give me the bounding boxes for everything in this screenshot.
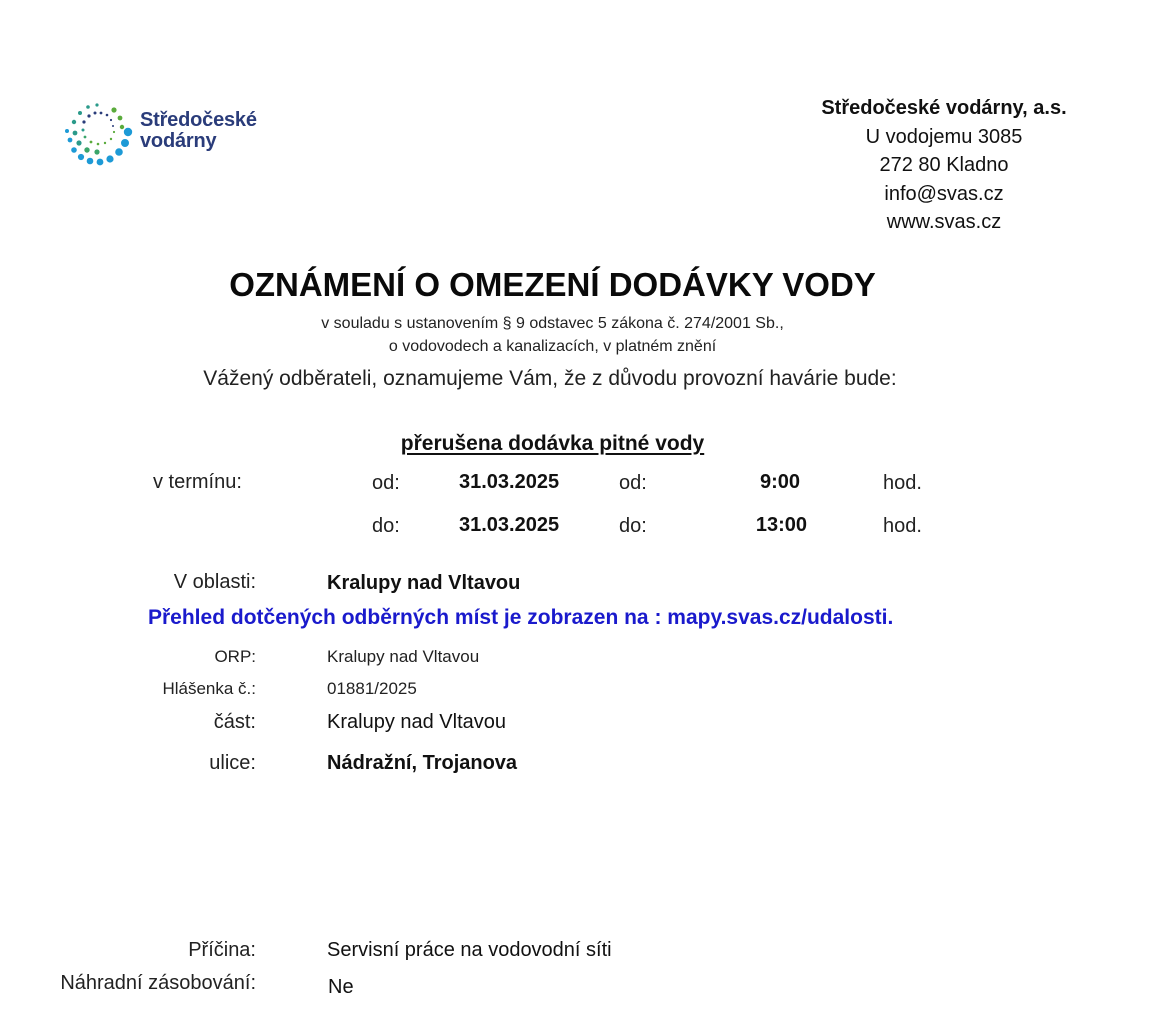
company-logo [62,100,262,168]
company-email[interactable]: info@svas.cz [884,182,1004,205]
company-website[interactable]: www.svas.cz [886,211,1002,233]
part-label: část: [213,711,256,733]
legal-reference-line-2: o vodovodech a kanalizacích, v platném znění [388,338,717,355]
cause-label: Příčina: [188,939,256,961]
orp-label: ORP: [214,647,256,666]
substitute-supply-label: Náhradní zásobování: [60,972,256,994]
date-from: 31.03.2025 [459,471,560,493]
company-city: 272 80 Kladno [879,154,1009,176]
dotted-circle-logo-icon [62,100,136,166]
greeting-text: Vážený odběrateli, oznamujeme Vám, že z důvodu provozní havárie bude: [203,367,897,390]
time-from-prefix: od: [619,472,647,494]
report-number-value: 01881/2025 [327,679,417,698]
time-to-prefix: do: [619,515,647,537]
orp-value: Kralupy nad Vltavou [327,647,480,666]
time-from-unit: hod. [883,472,922,494]
date-from-prefix: od: [372,472,400,494]
part-value: Kralupy nad Vltavou [327,711,507,733]
logo-wordmark [140,110,257,152]
time-from: 9:00 [759,471,800,493]
legal-reference-line-1: v souladu s ustanovením § 9 odstavec 5 zákona č. 274/2001 Sb., [321,315,784,332]
logo-line-2: vodárny [140,130,217,152]
report-number-label: Hlášenka č.: [162,679,256,698]
company-name: Středočeské vodárny, a.s. [821,97,1067,119]
time-to-unit: hod. [883,515,922,537]
affected-points-map-link[interactable]: Přehled dotčených odběrných míst je zobrazen na : mapy.svas.cz/udalosti. [148,606,894,629]
logo-line-1: Středočeské [140,109,257,131]
date-to: 31.03.2025 [459,514,560,536]
interruption-headline [0,432,1105,456]
street-value: Nádražní, Trojanova [327,752,518,774]
date-to-prefix: do: [372,515,400,537]
term-label: v termínu: [153,471,242,493]
street-label: ulice: [209,752,256,774]
company-street: U vodojemu 3085 [865,125,1023,148]
time-to: 13:00 [755,514,807,536]
area-label: V oblasti: [173,571,256,593]
interruption-headline-text: přerušena dodávka pitné vody [400,432,705,455]
area-value: Kralupy nad Vltavou [327,572,521,594]
cause-value: Servisní práce na vodovodní síti [327,939,612,961]
company-address-block [770,94,1118,237]
notice-title: OZNÁMENÍ O OMEZENÍ DODÁVKY VODY [229,266,876,303]
substitute-supply-value: Ne [328,976,354,998]
